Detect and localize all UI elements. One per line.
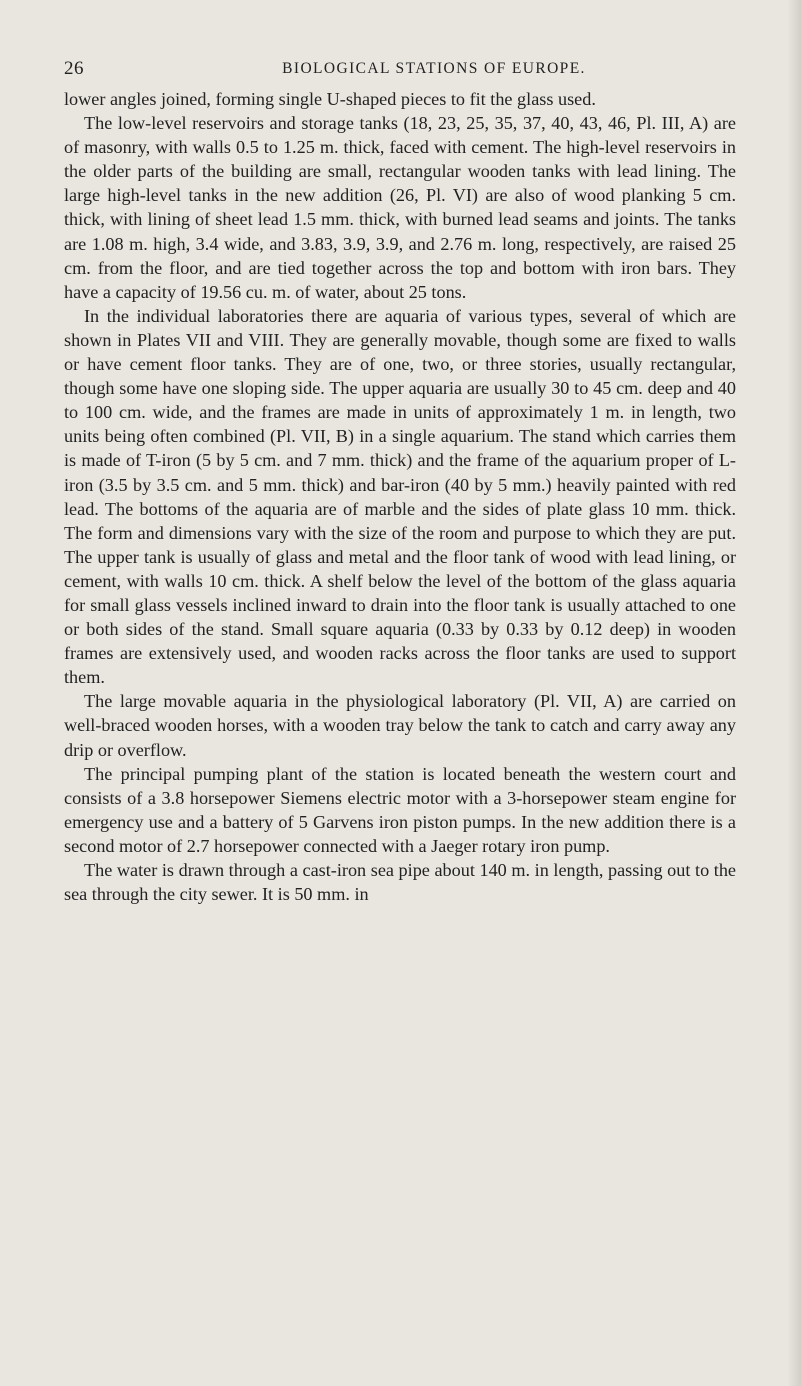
paragraph-movable-aquaria: The large movable aquaria in the physiological laboratory (Pl. VII, A) are carried on well-braced wooden horses, with a wooden tray below the tank to catch and carry away any drip or overflow.	[64, 691, 736, 760]
body-text	[64, 87, 736, 906]
page-edge-shadow	[787, 0, 801, 1386]
paragraph-aquaria: In the individual laboratories there are aquaria of various types, several of which are shown in Plates VII and VIII. They are generally movable, though some are fixed to walls or have cement floor tanks. They are of one, two, or three stories, usually rectangular, though some have one sloping side. The upper aquaria are usually 30 to 45 cm. deep and 40 to 100 cm. wide, and the frames are made in units of approximately 1 m. in length, two units being often combined (Pl. VII, B) in a single aquarium. The stand which carries them is made of T-iron (5 by 5 cm. and 7 mm. thick) and the frame of the aquarium proper of L-iron (3.5 by 3.5 cm. and 5 mm. thick) and bar-iron (40 by 5 mm.) heavily painted with red lead. The bottoms of the aquaria are of marble and the sides of plate glass 10 mm. thick. The form and dimensions vary with the size of the room and purpose to which they are put. The upper tank is usually of glass and metal and the floor tank of wood with lead lining, or cement, with walls 10 cm. thick. A shelf below the level of the bottom of the glass aquaria for small glass vessels inclined inward to drain into the floor tank is usually attached to one or both sides of the stand. Small square aquaria (0.33 by 0.33 by 0.12 deep) in wooden frames are extensively used, and wooden racks across the floor tanks are used to support them.	[64, 305, 736, 688]
paragraph-pumping-plant: The principal pumping plant of the station is located beneath the western court and consists of a 3.8 horsepower Siemens electric motor with a 3-horsepower steam engine for emergency use and a battery of 5 Garvens iron piston pumps. In the new addition there is a second motor of 2.7 horsepower connected with a Jaeger rotary iron pump.	[64, 763, 736, 856]
page-number: 26	[64, 58, 84, 79]
paragraph-sea-pipe: The water is drawn through a cast-iron sea pipe about 140 m. in length, passing out to the sea through the city sewer. It is 50 mm. in	[64, 860, 736, 905]
page-header	[64, 58, 724, 84]
paragraph-reservoirs: The low-level reservoirs and storage tanks (18, 23, 25, 35, 37, 40, 43, 46, Pl. III, A) are of masonry, with walls 0.5 to 1.25 m. thick, faced with cement. The high-level reservoirs in the older parts of the building are small, rectangular wooden tanks with lead lining. The large high-level tanks in the new addition (26, Pl. VI) are also of wood planking 5 cm. thick, with lining of sheet lead 1.5 mm. thick, with burned lead seams and joints. The tanks are 1.08 m. high, 3.4 wide, and 3.83, 3.9, 3.9, and 2.76 m. long, respectively, are raised 25 cm. from the floor, and are tied together across the top and bottom with iron bars. They have a capacity of 19.56 cu. m. of water, about 25 tons.	[64, 113, 736, 302]
running-head: BIOLOGICAL STATIONS OF EUROPE.	[282, 60, 586, 77]
paragraph-continued: lower angles joined, forming single U-shaped pieces to fit the glass used.	[64, 89, 596, 109]
